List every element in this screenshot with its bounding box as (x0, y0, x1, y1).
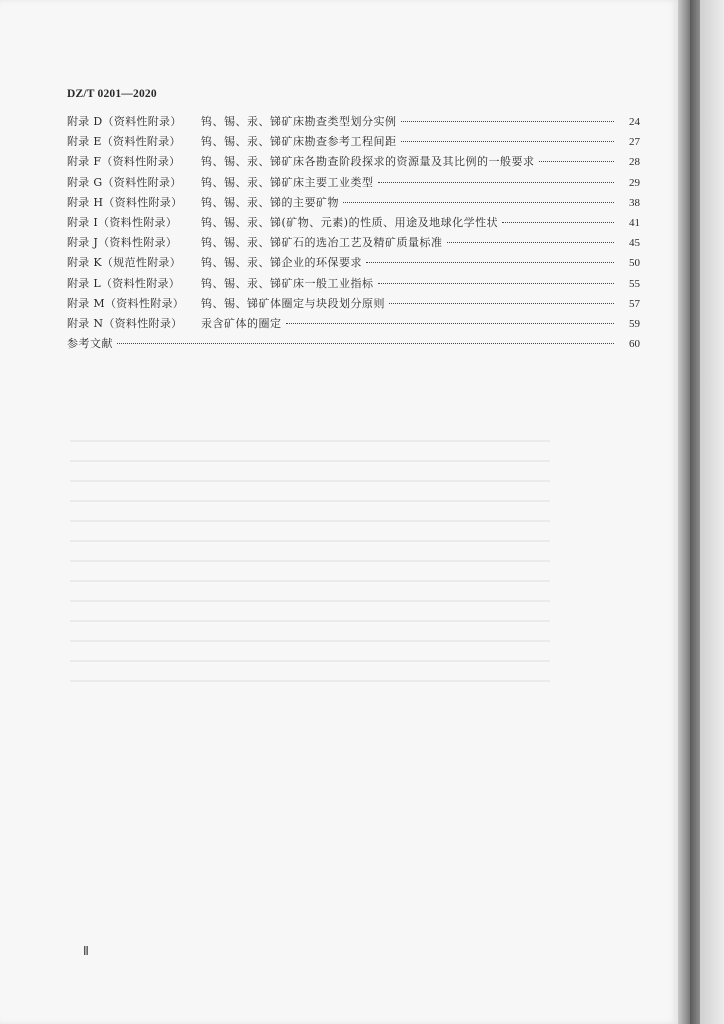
binding-spine (690, 0, 700, 1024)
toc-entry-title: 参考文献 (67, 337, 113, 351)
toc-entry-appendix-m[interactable] (67, 295, 640, 315)
toc-entry-title: 汞含矿体的圈定 (201, 316, 282, 330)
toc-entry-title: 钨、锡、锑矿体圈定与块段划分原则 (201, 296, 385, 310)
toc-entry-label: 附录 I（资料性附录） (67, 215, 178, 229)
toc-leader-dots (539, 161, 615, 162)
toc-entry-title: 钨、锡、汞、锑矿床各勘查阶段探求的资源量及其比例的一般要求 (201, 155, 535, 169)
toc-entry-title: 钨、锡、汞、锑矿床勘查参考工程间距 (201, 135, 397, 149)
toc-entry-label: 附录 D（资料性附录） (67, 115, 182, 128)
toc-entry-label: 附录 J（资料性附录） (67, 236, 178, 250)
table-of-contents (67, 113, 640, 355)
toc-entry-page: 45 (629, 237, 640, 250)
toc-entry-label: 附录 L（资料性附录） (67, 276, 181, 290)
binding-shadow (678, 0, 690, 1024)
toc-entry-label: 附录 F（资料性附录） (67, 155, 181, 169)
toc-entry-title: 钨、锡、汞、锑矿石的选冶工艺及精矿质量标准 (201, 236, 443, 250)
toc-leader-dots (447, 242, 615, 243)
toc-entry-appendix-g[interactable] (67, 174, 640, 194)
toc-entry-appendix-d[interactable] (67, 113, 640, 133)
toc-entry-appendix-n[interactable] (67, 315, 640, 335)
toc-entry-title: 钨、锡、汞、锑企业的环保要求 (201, 256, 362, 270)
toc-entry-appendix-i[interactable] (67, 214, 640, 234)
toc-entry-page: 50 (629, 257, 640, 270)
toc-leader-dots (401, 141, 615, 142)
toc-entry-title: 钨、锡、汞、锑(矿物、元素)的性质、用途及地球化学性状 (201, 215, 499, 229)
toc-leader-dots (366, 262, 614, 263)
toc-entry-page: 29 (629, 176, 640, 189)
toc-entry-page: 57 (629, 297, 640, 310)
toc-entry-page: 27 (629, 136, 640, 149)
toc-entry-appendix-j[interactable] (67, 234, 640, 254)
toc-entry-page: 24 (629, 116, 640, 128)
toc-leader-dots (343, 202, 614, 203)
toc-entry-title: 钨、锡、汞、锑的主要矿物 (201, 195, 339, 209)
toc-leader-dots (378, 283, 615, 284)
toc-entry-appendix-f[interactable] (67, 153, 640, 173)
toc-entry-page: 60 (629, 338, 640, 351)
toc-entry-appendix-e[interactable] (67, 133, 640, 153)
toc-entry-appendix-k[interactable] (67, 254, 640, 274)
toc-entry-label: 附录 M（资料性附录） (67, 296, 185, 310)
toc-entry-page: 41 (629, 216, 640, 229)
toc-entry-label: 附录 H（资料性附录） (67, 195, 183, 209)
toc-entry-title: 钨、锡、汞、锑矿床主要工业类型 (201, 175, 374, 189)
toc-entry-label: 附录 N（资料性附录） (67, 316, 183, 330)
toc-entry-appendix-h[interactable] (67, 194, 640, 214)
toc-leader-dots (401, 121, 615, 122)
show-through-texture (70, 440, 550, 700)
page-number: Ⅱ (83, 944, 89, 958)
toc-entry-page: 59 (629, 317, 640, 330)
page-edge (700, 0, 724, 1024)
toc-leader-dots (378, 182, 615, 183)
toc-entry-appendix-l[interactable] (67, 275, 640, 295)
toc-entry-title: 钨、锡、汞、锑矿床勘查类型划分实例 (201, 115, 397, 128)
standard-code: DZ/T 0201—2020 (67, 88, 157, 100)
toc-leader-dots (286, 323, 615, 324)
toc-entry-page: 55 (629, 277, 640, 290)
toc-entry-references[interactable] (67, 335, 640, 355)
toc-entry-title: 钨、锡、汞、锑矿床一般工业指标 (201, 276, 374, 290)
toc-leader-dots (502, 222, 614, 223)
toc-leader-dots (117, 343, 614, 344)
toc-leader-dots (389, 303, 614, 304)
toc-entry-page: 38 (629, 196, 640, 209)
toc-entry-label: 附录 E（资料性附录） (67, 135, 181, 149)
toc-entry-label: 附录 G（资料性附录） (67, 175, 182, 189)
toc-entry-label: 附录 K（规范性附录） (67, 256, 182, 270)
toc-entry-page: 28 (629, 156, 640, 169)
